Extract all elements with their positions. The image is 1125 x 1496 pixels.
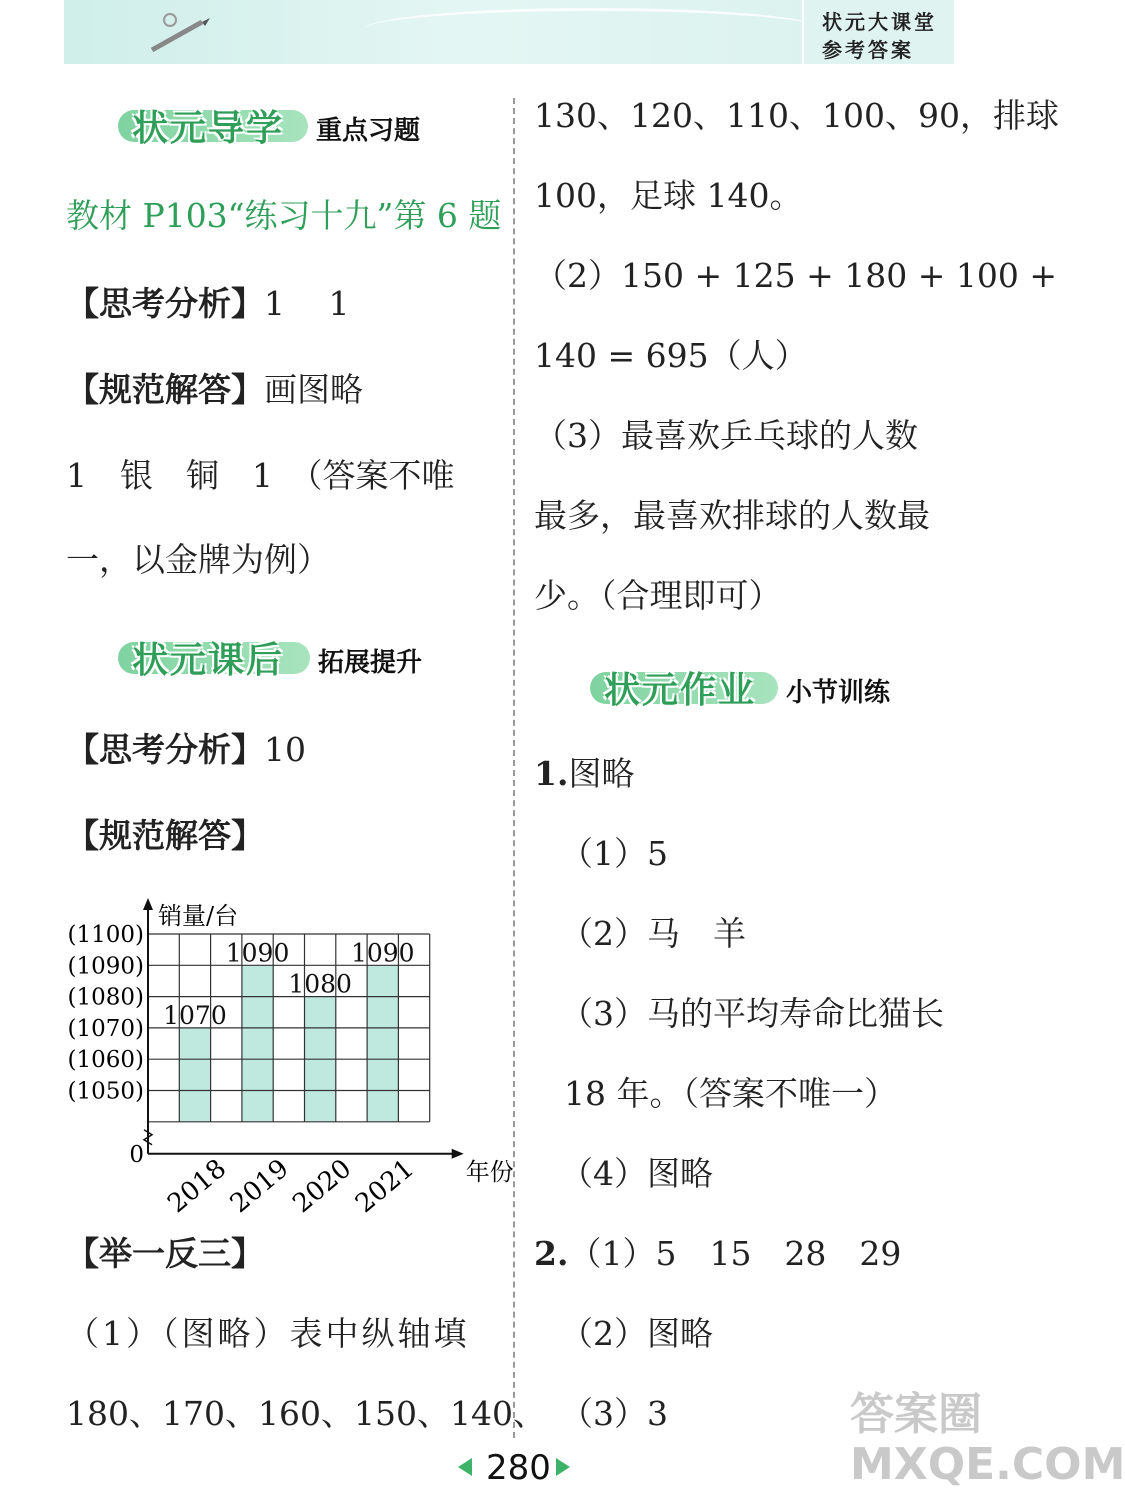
right-line-2: 100，足球 140。 <box>534 176 803 215</box>
right-line-4: 140 = 695（人） <box>534 336 808 375</box>
q2-part-3: （3）3 <box>560 1394 668 1433</box>
x-tick-label: 2020 <box>287 1153 358 1220</box>
data-label: 1080 <box>288 969 352 999</box>
next-page-arrow-icon[interactable] <box>556 1458 570 1476</box>
answer-value: 画图略 <box>264 370 363 409</box>
question-number: 1. <box>534 754 569 793</box>
section-label: 小节训练 <box>786 678 891 708</box>
q1-part-1: （1）5 <box>560 834 668 873</box>
y-axis-label: 销量/台 <box>158 902 239 930</box>
answer-row-1 <box>66 370 363 410</box>
question-text: 图略 <box>568 754 635 793</box>
y-tick-label: (1080) <box>67 984 144 1011</box>
section-head-after-class <box>118 634 458 681</box>
banner-wave-decoration <box>364 8 824 51</box>
extension-label: 【举一反三】 <box>66 1234 264 1273</box>
answer-line-3: 一，以金牌为例） <box>66 540 330 579</box>
x-axis-label: 年份 <box>465 1157 514 1186</box>
section-label: 拓展提升 <box>318 648 423 678</box>
analysis-row-2 <box>66 730 306 770</box>
chart-bar <box>179 1028 210 1122</box>
prev-page-arrow-icon[interactable] <box>458 1458 472 1476</box>
answer-line-2: 1 银 铜 1 （答案不唯 <box>66 456 455 495</box>
analysis-label: 【思考分析】 <box>66 284 264 323</box>
header-banner <box>64 0 954 64</box>
x-tick-label: 2018 <box>162 1153 233 1220</box>
question-number: 2. <box>534 1234 569 1273</box>
y-tick-label: (1070) <box>67 1015 144 1042</box>
analysis-label: 【思考分析】 <box>66 730 264 769</box>
answer-label: 【规范解答】 <box>66 816 264 855</box>
x-axis-arrow <box>452 1149 464 1159</box>
answer-label: 【规范解答】 <box>66 370 264 409</box>
x-tick-label: 2019 <box>224 1153 295 1220</box>
extension-row <box>66 1234 264 1274</box>
section-badge-text: 状元课后 <box>132 640 285 681</box>
y-axis-arrow <box>143 898 153 910</box>
page-number: 280 <box>486 1448 551 1488</box>
analysis-row-1 <box>66 284 349 324</box>
y-tick-label: 0 <box>129 1141 144 1168</box>
question-1 <box>534 754 634 794</box>
q2-part-1: （1）5 15 28 29 <box>568 1234 902 1273</box>
y-tick-label: (1100) <box>67 922 144 948</box>
exercise-reference: 教材 P103“练习十九”第 6 题 <box>66 196 502 235</box>
q1-part-2: （2）马 羊 <box>560 914 746 953</box>
data-label: 1090 <box>350 938 415 968</box>
pencil-icon <box>142 8 212 58</box>
axis-break <box>144 1130 152 1145</box>
analysis-value: 10 <box>264 730 306 769</box>
sales-bar-chart <box>56 896 514 1220</box>
chart-bar <box>242 965 273 1122</box>
column-divider <box>513 98 515 1438</box>
brand-box <box>802 0 954 64</box>
section-badge-text: 状元导学 <box>132 108 285 149</box>
q1-part-3a: （3）马的平均寿命比猫长 <box>560 994 944 1033</box>
data-label: 1090 <box>225 938 290 968</box>
question-2 <box>534 1234 901 1274</box>
extension-line-1: （1）（图略）表中纵轴填 <box>66 1314 470 1353</box>
section-head-homework <box>590 664 930 711</box>
section-label: 重点习题 <box>316 116 421 146</box>
watermark-logo <box>850 1389 1125 1490</box>
q2-part-2: （2）图略 <box>560 1314 713 1353</box>
q1-part-3b: 18 年。（答案不唯一） <box>564 1074 897 1113</box>
x-tick-label: 2021 <box>349 1153 420 1220</box>
watermark-text: 答案圈 MXQE.COM <box>850 1389 1125 1490</box>
right-line-6: 最多，最喜欢排球的人数最 <box>534 496 930 535</box>
q1-part-4: （4）图略 <box>560 1154 713 1193</box>
right-line-7: 少。（合理即可） <box>534 576 782 615</box>
chart-bar <box>367 965 398 1122</box>
right-line-3: （2）150 + 125 + 180 + 100 + <box>534 256 1057 295</box>
brand-line1: 状元大课堂 <box>822 10 937 34</box>
y-tick-label: (1050) <box>67 1078 144 1105</box>
data-label: 1070 <box>163 1000 227 1030</box>
section-badge-text: 状元作业 <box>604 670 757 711</box>
extension-line-2: 180、170、160、150、140、 <box>66 1394 546 1433</box>
y-tick-label: (1060) <box>67 1047 144 1074</box>
right-line-5: （3）最喜欢乒乓球的人数 <box>534 416 918 455</box>
y-tick-label: (1090) <box>67 953 144 980</box>
answer-row-2 <box>66 816 264 856</box>
section-head-guide <box>118 102 458 149</box>
right-line-1: 130、120、110、100、90，排球 <box>534 96 1059 135</box>
chart-svg <box>56 896 514 1220</box>
brand-line2: 参考答案 <box>822 38 914 62</box>
analysis-value: 1 1 <box>264 284 350 323</box>
